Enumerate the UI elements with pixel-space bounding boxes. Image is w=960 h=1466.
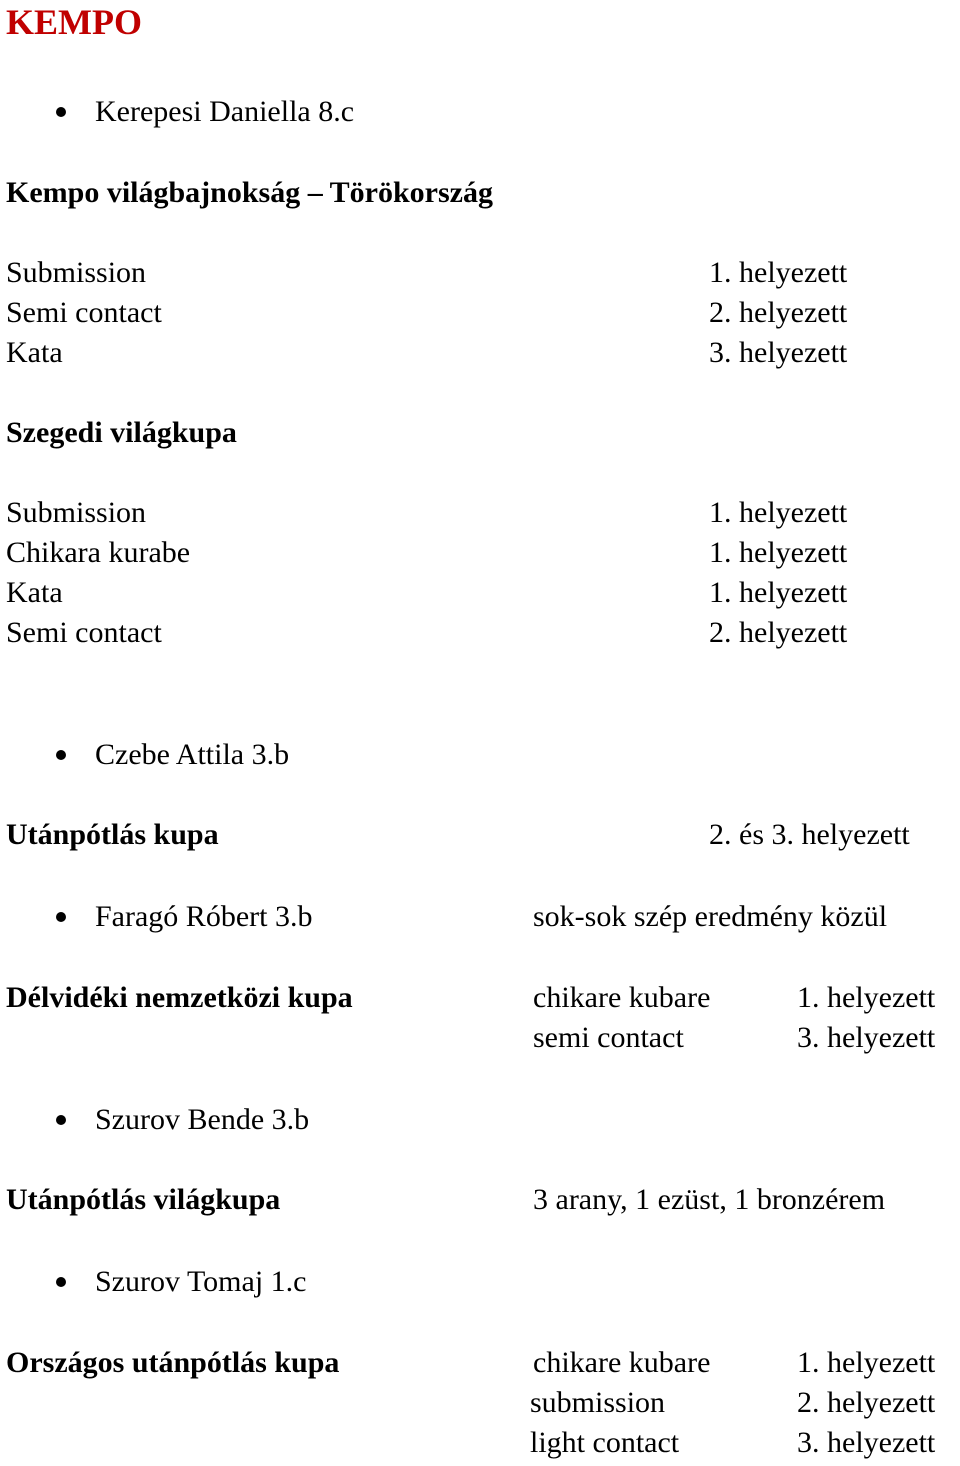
result-value: 1. helyezett [797,1346,936,1379]
athlete-name: Szurov Bende 3.b [95,1103,310,1136]
competition-heading: Délvidéki nemzetközi kupa [6,981,353,1014]
result-value: 2. helyezett [709,296,848,329]
competition-heading: Kempo világbajnokság – Törökország [6,176,493,209]
result-value: 3. helyezett [709,336,848,369]
athlete-name: Faragó Róbert 3.b [95,900,313,933]
bullet-icon [56,107,66,117]
bullet-icon [56,1115,66,1125]
competition-heading: Utánpótlás kupa [6,818,219,851]
result-value: 1. helyezett [709,576,848,609]
event-label: Semi contact [6,616,162,649]
athlete-name: Kerepesi Daniella 8.c [95,95,355,128]
event-label: Semi contact [6,296,162,329]
athlete-name: Czebe Attila 3.b [95,738,290,771]
bullet-icon [56,912,66,922]
event-label: chikare kubare [533,981,711,1014]
event-label: Submission [6,496,147,529]
competition-heading: Országos utánpótlás kupa [6,1346,340,1379]
athlete-name: Szurov Tomaj 1.c [95,1265,307,1298]
result-value: 3. helyezett [797,1426,936,1459]
competition-heading: Szegedi világkupa [6,416,237,449]
note-text: sok-sok szép eredmény közül [533,900,888,933]
result-value: 3. helyezett [797,1021,936,1054]
result-value: 1. helyezett [709,496,848,529]
event-label: submission [530,1386,666,1419]
event-label: Kata [6,576,63,609]
event-label: chikare kubare [533,1346,711,1379]
page-title: KEMPO [6,2,142,42]
result-value: 3 arany, 1 ezüst, 1 bronzérem [533,1183,886,1216]
event-label: Submission [6,256,147,289]
result-value: 2. és 3. helyezett [709,818,910,851]
result-value: 2. helyezett [709,616,848,649]
event-label: Chikara kurabe [6,536,191,569]
result-value: 1. helyezett [709,256,848,289]
result-value: 1. helyezett [797,981,936,1014]
result-value: 1. helyezett [709,536,848,569]
bullet-icon [56,1277,66,1287]
bullet-icon [56,750,66,760]
event-label: semi contact [533,1021,684,1054]
event-label: light contact [530,1426,680,1459]
competition-heading: Utánpótlás világkupa [6,1183,281,1216]
event-label: Kata [6,336,63,369]
result-value: 2. helyezett [797,1386,936,1419]
